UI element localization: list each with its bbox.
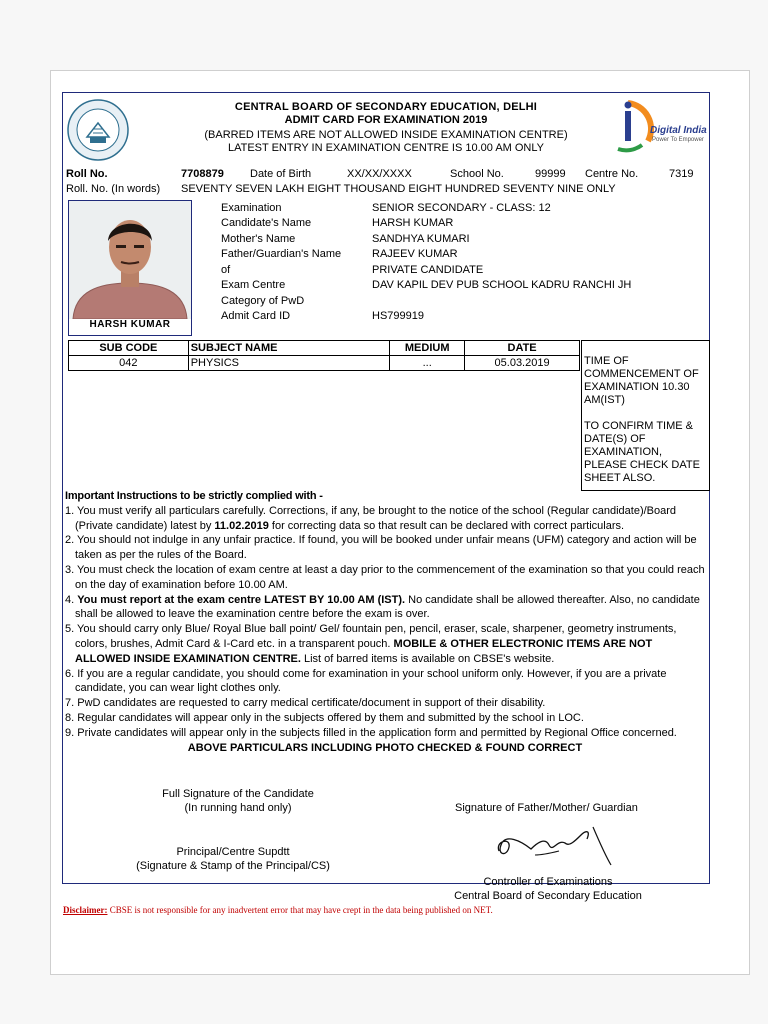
field-value: RAJEEV KUMAR [372, 248, 458, 260]
school-no-value: 99999 [535, 168, 566, 180]
correction-deadline: 11.02.2019 [214, 519, 269, 532]
digital-india-tagline: Power To Empower [652, 137, 704, 143]
exam-time-note [581, 340, 710, 491]
roll-words-label: Roll. No. (In words) [66, 183, 161, 195]
field-value: SENIOR SECONDARY - CLASS: 12 [372, 202, 551, 214]
roll-words-value: SEVENTY SEVEN LAKH EIGHT THOUSAND EIGHT HUNDRED SEVENTY NINE ONLY [181, 183, 616, 195]
field-label: Exam Centre [221, 279, 286, 291]
disclaimer-text: CBSE is not responsible for any inadvertent error that may have crept in the data being published on NET. [107, 905, 493, 915]
board-name: CENTRAL BOARD OF SECONDARY EDUCATION, DELHI [234, 101, 538, 113]
instruction-text: for correcting data so that result can be declared with correct particulars. [268, 519, 625, 532]
dob-label: Date of Birth [250, 168, 312, 180]
field-label: of [221, 264, 231, 276]
instruction-9: 9. Private candidates will appear only in the subjects filled in the application form and permitted by Regional Office concerned. [65, 726, 677, 739]
instruction-5 [65, 622, 705, 666]
confirm-date-text: TO CONFIRM TIME & DATE(S) OF EXAMINATION, PLEASE CHECK DATE SHEET ALSO. [584, 420, 700, 484]
instruction-text: 5. You should carry only Blue/ Royal Blue ball point/ Gel/ fountain pen, pencil, eraser, scale, sharpener, geometry instruments, colors, brushes, Admit Card & I-Card etc. in a transparent pouch. [65, 623, 677, 650]
medium-cell: ... [390, 356, 465, 371]
field-label: Examination [221, 202, 282, 214]
card-title: ADMIT CARD FOR EXAMINATION 2019 [284, 114, 488, 126]
instruction-8: 8. Regular candidates will appear only in the subjects offered by them and submitted by the school in LOC. [65, 711, 584, 724]
instructions [65, 489, 705, 755]
disclaimer-label: Disclaimer: [63, 905, 108, 915]
table-header-row [69, 341, 580, 356]
controller-signature-icon [491, 821, 621, 871]
controller-org: Central Board of Secondary Education [454, 890, 642, 902]
latest-entry-note: LATEST ENTRY IN EXAMINATION CENTRE IS 10.00 AM ONLY [227, 142, 545, 154]
candidate-signature-label: Full Signature of the Candidate [162, 788, 314, 800]
candidate-photo-box [68, 200, 192, 336]
instruction-1 [65, 504, 705, 534]
verification-statement: ABOVE PARTICULARS INCLUDING PHOTO CHECKED & FOUND CORRECT [187, 741, 583, 754]
field-value: DAV KAPIL DEV PUB SCHOOL KADRU RANCHI JH [372, 279, 632, 291]
commencement-time-text: TIME OF COMMENCEMENT OF EXAMINATION 10.30 AM(IST) [584, 355, 699, 406]
instructions-heading: Important Instructions to be strictly complied with - [65, 490, 323, 502]
instruction-6: 6. If you are a regular candidate, you should come for examination in your school uniform only. However, if you are a private candidate, you can wear light clothes only. [65, 667, 667, 695]
barred-items-note: (BARRED ITEMS ARE NOT ALLOWED INSIDE EXAMINATION CENTRE) [204, 129, 568, 141]
subject-name-cell: PHYSICS [188, 356, 390, 371]
field-value: PRIVATE CANDIDATE [372, 264, 484, 276]
instruction-3: 3. You must check the location of exam centre at least a day prior to the commencement of the examination so that you could reach on the day of examination before 10.00 AM. [65, 563, 705, 591]
principal-signature-note: (Signature & Stamp of the Principal/CS) [136, 860, 330, 872]
date-cell: 05.03.2019 [465, 356, 580, 371]
report-time-warning: You must report at the exam centre LATEST BY 10.00 AM (IST). [77, 593, 406, 606]
column-header: SUBJECT NAME [188, 341, 390, 356]
table-row [69, 356, 580, 371]
field-value: HS799919 [372, 310, 424, 322]
sub-code-cell: 042 [69, 356, 189, 371]
instruction-text: 4. [65, 593, 78, 606]
field-value: HARSH KUMAR [372, 217, 454, 229]
admit-card [62, 92, 710, 902]
digital-india-icon [608, 97, 656, 159]
instruction-text: List of barred items is available on CBSE's website. [300, 652, 555, 665]
disclaimer [63, 905, 493, 915]
roll-no-label: Roll No. [66, 168, 108, 180]
candidate-signature-note: (In running hand only) [184, 802, 292, 814]
guardian-signature-label: Signature of Father/Mother/ Guardian [455, 802, 638, 814]
field-label: Mother's Name [221, 233, 296, 245]
instruction-text: No candidate shall be allowed thereafter. Also, no candidate shall be allowed to leave the examination centre before the exam is over. [75, 593, 700, 621]
electronic-items-warning: MOBILE & OTHER ELECTRONIC ITEMS ARE NOT ALLOWED INSIDE EXAMINATION CENTRE. [75, 637, 653, 665]
field-label: Category of PwD [221, 295, 305, 307]
roll-no-value: 7708879 [181, 168, 224, 180]
field-value: SANDHYA KUMARI [372, 233, 470, 245]
school-no-label: School No. [450, 168, 504, 180]
instruction-4 [65, 593, 705, 623]
principal-signature-label: Principal/Centre Supdtt [176, 846, 290, 858]
column-header: SUB CODE [69, 341, 189, 356]
column-header: MEDIUM [390, 341, 465, 356]
field-label: Father/Guardian's Name [221, 248, 342, 260]
digital-india-text: Digital India [650, 125, 707, 136]
centre-no-value: 7319 [669, 168, 694, 180]
centre-no-label: Centre No. [585, 168, 639, 180]
column-header: DATE [465, 341, 580, 356]
field-label: Candidate's Name [221, 217, 312, 229]
instruction-7: 7. PwD candidates are requested to carry medical certificate/document in support of their disability. [65, 697, 546, 710]
field-label: Admit Card ID [221, 310, 291, 322]
photo-caption: HARSH KUMAR [89, 319, 171, 330]
controller-title: Controller of Examinations [483, 876, 613, 888]
digital-india-logo [608, 97, 708, 159]
document-sheet [50, 70, 750, 975]
candidate-photo [69, 201, 191, 319]
instruction-2: 2. You should not indulge in any unfair practice. If found, you will be booked under unfair means (UFM) category and action will be taken as per the rules of the Board. [65, 534, 697, 562]
subjects-table [68, 340, 580, 371]
instruction-text: 1. You must verify all particulars carefully. Corrections, if any, be brought to the notice of the school (Regular candidate)/Board (Private candidate) latest by [65, 504, 677, 532]
dob-value: XX/XX/XXXX [347, 168, 412, 180]
